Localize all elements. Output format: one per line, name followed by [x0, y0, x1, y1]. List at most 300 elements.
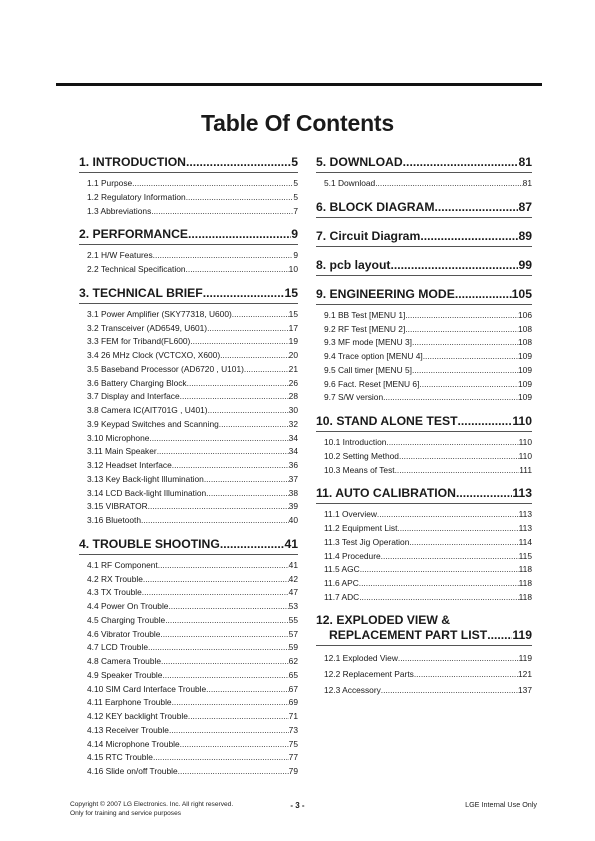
dot-leader — [435, 199, 519, 215]
toc-entry-title: 1.1 Purpose — [87, 178, 133, 188]
toc-entry-page: 119 — [518, 652, 532, 663]
dot-leader — [188, 710, 289, 724]
toc-section-heading-title: 1. INTRODUCTION — [79, 155, 186, 169]
toc-entry-title: 11.1 Overview — [324, 509, 377, 520]
toc-entry-title: 4.5 Charging Trouble — [87, 614, 166, 625]
toc-entry-title: 3.5 Baseband Processor (AD6720 , U101) — [87, 363, 244, 374]
toc-entry[interactable] — [324, 650, 532, 666]
toc-entry-page: 111 — [519, 464, 532, 475]
toc-entry[interactable] — [87, 205, 298, 219]
toc-section-heading-line2 — [316, 628, 532, 643]
toc-section-heading-title: 4. TROUBLE SHOOTING — [79, 536, 220, 551]
toc-entry[interactable] — [87, 655, 298, 669]
dot-leader — [383, 391, 518, 405]
toc-entry-page: 113 — [518, 509, 532, 520]
dot-leader — [375, 177, 522, 191]
toc-entry-page: 5 — [293, 178, 298, 188]
toc-section — [316, 613, 532, 698]
toc-entry[interactable] — [87, 696, 298, 710]
toc-entry[interactable] — [324, 591, 532, 605]
toc-entry-title: 11.2 Equipment List — [324, 523, 398, 533]
dot-leader — [359, 591, 518, 605]
toc-section — [79, 285, 298, 536]
toc-entry[interactable] — [87, 459, 298, 473]
dot-leader — [405, 323, 518, 337]
toc-entry[interactable] — [87, 432, 298, 446]
toc-entry-page: 65 — [288, 669, 298, 680]
toc-entry-list — [316, 177, 532, 191]
toc-section-heading-page: 41 — [284, 536, 298, 551]
toc-entry-title: 4.6 Vibrator Trouble — [87, 628, 161, 639]
toc-entry-page: 77 — [288, 752, 298, 763]
toc-entry-page: 75 — [288, 738, 298, 749]
toc-entry[interactable] — [324, 522, 532, 536]
toc-entry-page: 59 — [288, 642, 298, 653]
dot-leader — [160, 628, 288, 642]
toc-section — [79, 536, 298, 787]
dot-leader — [188, 226, 291, 242]
toc-entry-page: 53 — [288, 601, 298, 611]
toc-entry[interactable] — [324, 364, 532, 378]
toc-entry[interactable] — [87, 724, 298, 738]
toc-entry-title: 4.12 KEY backlight Trouble — [87, 711, 188, 721]
toc-entry-title: 4.13 Receiver Trouble — [87, 724, 169, 735]
toc-entry-page: 20 — [288, 350, 298, 360]
dot-leader — [455, 286, 512, 302]
toc-entry-title: 4.14 Microphone Trouble — [87, 738, 180, 749]
toc-section-heading-title: 12. EXPLODED VIEW & — [316, 612, 451, 627]
toc-section-heading-page: 119 — [512, 627, 532, 642]
toc-entry[interactable] — [324, 350, 532, 364]
toc-entry[interactable] — [324, 309, 532, 323]
toc-entry[interactable] — [87, 514, 298, 528]
classification-label: LGE Internal Use Only — [465, 800, 537, 809]
toc-section — [316, 286, 532, 413]
toc-entry-title: 3.14 LCD Back-light Illumination — [87, 487, 207, 498]
toc-entry-title: 4.2 RX Trouble — [87, 573, 143, 584]
toc-entry[interactable] — [87, 191, 298, 205]
toc-entry-title: 4.4 Power On Trouble — [87, 601, 169, 611]
toc-entry[interactable] — [324, 177, 532, 191]
toc-entry[interactable] — [87, 683, 298, 697]
toc-entry[interactable] — [87, 377, 298, 391]
toc-entry-page: 47 — [288, 587, 298, 598]
toc-entry-title: 3.6 Battery Charging Block — [87, 377, 187, 388]
toc-entry[interactable] — [87, 445, 298, 459]
toc-section-heading[interactable] — [316, 257, 532, 273]
toc-entry-title: 9.7 S/W version — [324, 392, 384, 403]
dot-leader — [148, 500, 289, 514]
dot-leader — [149, 432, 288, 446]
toc-entry-title: 3.1 Power Amplifier (SKY77318, U600) — [87, 308, 232, 319]
toc-section-heading[interactable] — [79, 154, 298, 170]
toc-entry[interactable] — [87, 349, 298, 363]
toc-entry-list — [316, 436, 532, 477]
toc-entry[interactable] — [87, 322, 298, 336]
toc-section-heading[interactable] — [79, 536, 298, 552]
toc-entry[interactable] — [324, 508, 532, 522]
dot-leader — [172, 459, 289, 473]
toc-entry-page: 26 — [288, 377, 298, 388]
toc-section-heading[interactable] — [316, 199, 532, 215]
dot-leader — [244, 363, 289, 377]
dot-leader — [386, 436, 518, 450]
section-underline — [79, 554, 298, 555]
section-underline — [316, 304, 532, 305]
toc-entry-page: 36 — [288, 460, 298, 470]
toc-section-heading-page: 99 — [518, 257, 532, 272]
toc-right-column — [316, 154, 532, 698]
toc-section-heading-title: 10. STAND ALONE TEST — [316, 414, 458, 428]
toc-entry-page: 34 — [288, 446, 298, 457]
page-number: - 3 - — [290, 801, 305, 810]
dot-leader — [412, 336, 518, 350]
toc-section — [316, 257, 532, 286]
toc-entry-title: 12.1 Exploded View — [324, 652, 398, 663]
toc-entry[interactable] — [87, 628, 298, 642]
dot-leader — [162, 669, 288, 683]
toc-entry-page: 5 — [293, 191, 298, 202]
dot-leader — [420, 228, 518, 244]
dot-leader — [168, 600, 288, 614]
toc-entry[interactable] — [324, 378, 532, 392]
toc-entry-title: 3.13 Key Back-light Illumination — [87, 473, 204, 484]
toc-entry-title: 9.3 MF mode [MENU 3] — [324, 337, 412, 348]
toc-section-heading[interactable] — [316, 228, 532, 244]
toc-entry-title: 1.3 Abbreviations — [87, 205, 152, 216]
toc-entry-page: 21 — [288, 363, 298, 374]
dot-leader — [220, 349, 289, 363]
toc-entry[interactable] — [87, 751, 298, 765]
toc-section-heading[interactable] — [316, 613, 532, 643]
dot-leader — [381, 682, 518, 698]
dot-leader — [206, 487, 289, 501]
toc-section-heading-page: 9 — [291, 227, 298, 242]
dot-leader — [208, 404, 289, 418]
toc-entry-page: 32 — [288, 418, 298, 429]
toc-entry[interactable] — [324, 550, 532, 564]
toc-entry-title: 3.8 Camera IC(AIT701G , U401) — [87, 405, 208, 415]
toc-entry[interactable] — [87, 669, 298, 683]
toc-section-heading-page: 5 — [291, 155, 298, 169]
toc-entry-title: 3.4 26 MHz Clock (VCTCXO, X600) — [87, 350, 221, 360]
toc-entry-list — [316, 650, 532, 698]
toc-entry[interactable] — [87, 418, 298, 432]
toc-entry-page: 62 — [288, 656, 298, 666]
top-rule — [56, 83, 542, 86]
toc-entry-page: 57 — [288, 628, 298, 639]
toc-entry-page: 81 — [522, 178, 532, 188]
toc-entry-page: 38 — [288, 487, 298, 498]
toc-entry-list — [79, 559, 298, 779]
toc-entry-page: 42 — [288, 573, 298, 584]
toc-entry-page: 110 — [518, 450, 532, 461]
section-underline — [316, 246, 532, 247]
toc-section-heading[interactable] — [79, 285, 298, 301]
dot-leader — [187, 377, 289, 391]
toc-entry-page: 108 — [518, 323, 532, 334]
toc-entry-title: 10.2 Setting Method — [324, 450, 399, 461]
dot-leader — [169, 724, 289, 738]
dot-leader — [456, 485, 512, 501]
toc-section-heading-title: 9. ENGINEERING MODE — [316, 286, 455, 301]
toc-section-heading[interactable] — [79, 226, 298, 242]
toc-entry-title: 4.16 Slide on/off Trouble — [87, 766, 178, 776]
toc-entry-title: 3.12 Headset Interface — [87, 460, 172, 470]
dot-leader — [219, 418, 289, 432]
dot-leader — [405, 309, 518, 323]
dot-leader — [381, 550, 519, 564]
toc-entry[interactable] — [87, 177, 298, 191]
toc-entry-page: 109 — [518, 364, 532, 375]
toc-entry-list — [79, 308, 298, 528]
toc-entry-title: 9.1 BB Test [MENU 1] — [324, 309, 406, 320]
toc-section — [316, 199, 532, 228]
toc-entry-title: 12.3 Accessory — [324, 684, 381, 695]
toc-entry-title: 4.7 LCD Trouble — [87, 642, 148, 653]
toc-section-heading-title: 6. BLOCK DIAGRAM — [316, 199, 435, 214]
toc-entry-title: 11.4 Procedure — [324, 550, 381, 561]
toc-entry[interactable] — [324, 391, 532, 405]
section-underline — [316, 503, 532, 504]
toc-entry[interactable] — [324, 666, 532, 682]
dot-leader — [409, 536, 518, 550]
dot-leader — [220, 536, 285, 552]
toc-entry-title: 11.6 APC — [324, 578, 359, 588]
toc-section-heading[interactable] — [316, 485, 532, 501]
toc-entry-title: 9.6 Fact. Reset [MENU 6] — [324, 378, 420, 389]
toc-entry-title: 9.4 Trace option [MENU 4] — [324, 351, 423, 361]
dot-leader — [180, 390, 289, 404]
dot-leader — [360, 563, 519, 577]
dot-leader — [398, 650, 519, 666]
toc-left-column — [79, 154, 298, 787]
toc-section-heading-title: 8. pcb layout — [316, 257, 391, 272]
toc-entry[interactable] — [87, 404, 298, 418]
toc-entry-title: 4.10 SIM Card Interface Trouble — [87, 683, 207, 694]
dot-leader — [206, 683, 289, 697]
dot-leader — [395, 464, 520, 478]
toc-section — [79, 226, 298, 285]
toc-entry[interactable] — [87, 765, 298, 779]
toc-entry[interactable] — [324, 682, 532, 698]
toc-entry-page: 114 — [518, 536, 532, 547]
toc-section-heading-page: 81 — [518, 155, 532, 169]
toc-entry-title: 12.2 Replacement Parts — [324, 668, 414, 679]
dot-leader — [142, 586, 289, 600]
toc-entry-page: 71 — [288, 711, 298, 721]
toc-entry-page: 79 — [288, 766, 298, 776]
dot-leader — [186, 263, 289, 277]
toc-section-heading-title: 3. TECHNICAL BRIEF — [79, 285, 203, 300]
toc-entry[interactable] — [87, 600, 298, 614]
toc-entry-title: 3.3 FEM for Triband(FL600) — [87, 336, 191, 347]
toc-entry[interactable] — [324, 323, 532, 337]
toc-section-heading-page: 15 — [284, 285, 298, 300]
toc-entry-title: 3.16 Bluetooth — [87, 515, 142, 525]
toc-entry[interactable] — [87, 249, 298, 263]
toc-entry[interactable] — [87, 363, 298, 377]
dot-leader — [141, 514, 289, 528]
dot-leader — [207, 322, 289, 336]
toc-entry[interactable] — [87, 641, 298, 655]
dot-leader — [158, 559, 289, 573]
toc-entry-page: 109 — [518, 351, 532, 361]
toc-entry-page: 9 — [293, 250, 298, 261]
dot-leader — [377, 508, 519, 522]
toc-entry[interactable] — [324, 464, 532, 478]
dot-leader — [204, 473, 289, 487]
dot-leader — [186, 191, 294, 205]
toc-entry[interactable] — [87, 473, 298, 487]
toc-entry-title: 2.2 Technical Specification — [87, 264, 186, 274]
toc-section-heading[interactable] — [316, 413, 532, 429]
toc-entry[interactable] — [87, 614, 298, 628]
toc-entry-page: 34 — [288, 432, 298, 443]
dot-leader — [151, 205, 293, 219]
toc-entry-page: 10 — [288, 264, 298, 274]
section-underline — [316, 275, 532, 276]
toc-entry-page: 28 — [288, 391, 298, 402]
toc-entry-page: 108 — [518, 337, 532, 348]
usage-text: Only for training and service purposes — [70, 810, 182, 817]
toc-entry-page: 118 — [518, 564, 532, 575]
toc-entry-title: 1.2 Regulatory Information — [87, 191, 186, 202]
dot-leader — [157, 445, 289, 459]
toc-entry-title: 5.1 Download — [324, 178, 376, 188]
toc-section-heading-title: 7. Circuit Diagram — [316, 228, 421, 243]
dot-leader — [414, 666, 518, 682]
toc-entry-title: 4.11 Earphone Trouble — [87, 697, 172, 708]
page-title: Table Of Contents — [201, 110, 394, 136]
toc-entry[interactable] — [87, 738, 298, 752]
section-underline — [316, 172, 532, 173]
dot-leader — [423, 350, 518, 364]
dot-leader — [153, 751, 289, 765]
toc-section — [316, 413, 532, 485]
toc-entry-title: 4.15 RTC Trouble — [87, 752, 153, 763]
toc-entry[interactable] — [324, 536, 532, 550]
section-underline — [316, 645, 532, 646]
toc-entry-title: 11.7 ADC — [324, 591, 360, 602]
toc-entry-page: 41 — [288, 559, 298, 570]
toc-entry-list — [79, 177, 298, 218]
section-underline — [316, 431, 532, 432]
toc-entry-page: 118 — [518, 591, 532, 602]
toc-entry-page: 137 — [518, 684, 532, 695]
toc-entry[interactable] — [324, 436, 532, 450]
toc-entry-page: 40 — [288, 515, 298, 525]
dot-leader — [359, 577, 519, 591]
toc-entry-title: 3.9 Keypad Switches and Scanning — [87, 418, 219, 429]
toc-entry[interactable] — [87, 559, 298, 573]
toc-section — [316, 228, 532, 257]
dot-leader — [487, 628, 512, 643]
toc-entry-page: 113 — [518, 523, 532, 533]
toc-entry-page: 109 — [518, 378, 532, 389]
toc-entry-page: 110 — [518, 437, 532, 447]
toc-entry-title: 4.9 Speaker Trouble — [87, 669, 163, 680]
toc-entry[interactable] — [87, 573, 298, 587]
dot-leader — [180, 738, 289, 752]
toc-entry-title: 3.10 Microphone — [87, 432, 150, 443]
dot-leader — [232, 308, 289, 322]
toc-entry-title: 11.3 Test Jig Operation — [324, 536, 410, 547]
toc-entry-title: 9.2 RF Test [MENU 2] — [324, 323, 406, 334]
toc-entry-list — [316, 309, 532, 405]
dot-leader — [132, 177, 293, 191]
copyright-text: Copyright © 2007 LG Electronics. Inc. All right reserved. — [70, 801, 234, 808]
section-underline — [79, 303, 298, 304]
toc-entry[interactable] — [87, 335, 298, 349]
toc-section-heading-title: 2. PERFORMANCE — [79, 227, 189, 242]
toc-section-heading-title: 11. AUTO CALIBRATION — [316, 486, 456, 501]
toc-entry-page: 7 — [293, 205, 298, 216]
toc-entry[interactable] — [87, 487, 298, 501]
toc-section-heading-title: 5. DOWNLOAD — [316, 155, 403, 169]
dot-leader — [412, 364, 518, 378]
toc-entry[interactable] — [324, 336, 532, 350]
toc-entry-page: 118 — [518, 578, 532, 588]
toc-entry-page: 19 — [288, 336, 298, 347]
toc-entry-title: 2.1 H/W Features — [87, 250, 153, 261]
dot-leader — [153, 249, 294, 263]
toc-section-heading-page: 105 — [511, 286, 532, 301]
toc-entry-page: 115 — [518, 550, 532, 561]
toc-entry-title: 9.5 Call timer [MENU 5] — [324, 364, 412, 375]
toc-entry-page: 109 — [518, 392, 532, 403]
toc-section — [79, 154, 298, 226]
dot-leader — [190, 335, 288, 349]
toc-entry-title: 10.3 Means of Test — [324, 464, 395, 475]
toc-entry[interactable] — [87, 390, 298, 404]
toc-entry[interactable] — [324, 563, 532, 577]
toc-entry[interactable] — [87, 710, 298, 724]
toc-entry-page: 39 — [288, 501, 298, 512]
toc-section-heading[interactable] — [316, 286, 532, 302]
toc-entry[interactable] — [87, 586, 298, 600]
section-underline — [79, 244, 298, 245]
toc-section-heading-page: 110 — [512, 414, 532, 428]
toc-entry-page: 15 — [288, 308, 298, 319]
dot-leader — [391, 257, 519, 273]
toc-entry-list — [316, 508, 532, 604]
toc-entry[interactable] — [324, 577, 532, 591]
toc-entry-title: 3.15 VIBRATOR — [87, 501, 148, 512]
toc-entry-title: 4.8 Camera Trouble — [87, 656, 162, 666]
toc-entry-title: 11.5 AGC — [324, 564, 360, 575]
toc-entry-title: 3.2 Transceiver (AD6549, U601) — [87, 322, 208, 333]
toc-entry[interactable] — [87, 263, 298, 277]
toc-section — [316, 154, 532, 199]
toc-section-heading[interactable] — [316, 154, 532, 170]
toc-entry[interactable] — [324, 450, 532, 464]
toc-entry-page: 67 — [288, 683, 298, 694]
toc-entry[interactable] — [87, 500, 298, 514]
dot-leader — [458, 413, 513, 429]
toc-section-heading-title-cont: REPLACEMENT PART LIST — [329, 627, 488, 642]
toc-section — [316, 485, 532, 612]
toc-entry-page: 73 — [288, 724, 298, 735]
toc-entry-title: 4.1 RF Component — [87, 559, 158, 570]
toc-section-heading-page: 113 — [512, 486, 532, 501]
toc-entry[interactable] — [87, 308, 298, 322]
dot-leader — [172, 696, 289, 710]
toc-entry-page: 121 — [518, 668, 532, 679]
toc-section-heading-page: 89 — [518, 228, 532, 243]
dot-leader — [397, 522, 518, 536]
dot-leader — [161, 655, 289, 669]
